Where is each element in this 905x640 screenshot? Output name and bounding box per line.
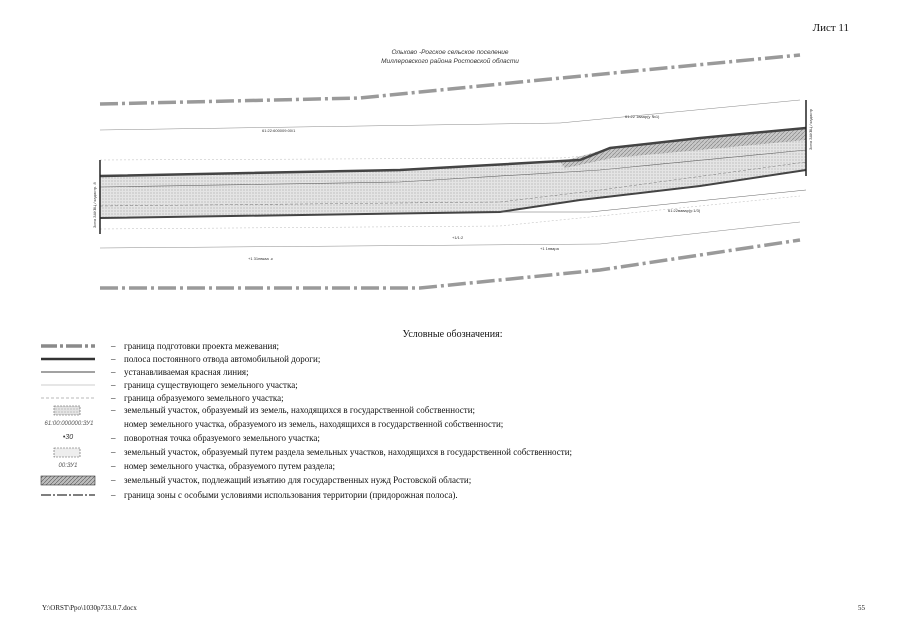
footer-file-path: Y:\ORST\Ppo\1030p733.0.7.docx [42,604,137,612]
project-boundary-top [100,55,800,104]
label-top-right: 61:22 1ваар(у №1) [625,114,660,119]
legend-text: земельный участок, подлежащий изъятию для государственных нужд Ростовской области; [124,475,472,485]
legend-dash: – [111,341,116,351]
label-bottom-left: +1 31нвкаа .к [248,256,273,261]
legend-row-turning-point [40,433,680,447]
label-bottom-right: +1 1нвара [540,246,559,251]
legend-row-boundary [40,341,680,355]
legend-text: граница зоны с особыми условиями использования территории (придорожная полоса). [124,490,458,500]
label-left-vertical: Зона ЗАКВЦ / кадастр. 8 [92,182,97,228]
state-parcel-number-sample: 61:00:000000:ЗУ1 [44,421,94,427]
red-line-icon [40,367,96,379]
boundary-dashed-icon [40,341,96,353]
legend-text: номер земельного участка, образуемого из земель, находящихся в государственной собственности; [124,419,504,429]
label-top-parcel: 61:22:600009:00/1 [262,128,296,133]
legend-row-road-strip [40,354,680,368]
plan-title-line2: Миллеровского района Ростовской области [381,58,519,65]
seized-hatch-icon [40,475,96,487]
label-right-mid: 61:22вавар(у:1/3) [668,208,701,213]
state-parcel-box-icon [40,405,96,417]
turning-point-sample: •30 [62,434,74,441]
zone-dashdot-icon [40,490,96,502]
legend-dash: – [111,380,116,390]
legend-row-split-parcel [40,447,680,461]
legend-dash: – [111,405,116,415]
legend-text: полоса постоянного отвода автомобильной дороги; [124,354,321,364]
legend-text: земельный участок, образуемый из земель, находящихся в государственной собственности; [124,405,476,415]
existing-parcel-line-bottom [100,222,800,248]
legend-dash: – [111,461,116,471]
label-right-vertical: Зона ЗАКВЦ / кадастр [808,108,813,150]
legend-dash: – [111,447,116,457]
legend-row-zone [40,490,680,504]
legend-dash: – [111,354,116,364]
legend-row-split-parcel-number [40,461,680,475]
legend-dash: – [111,393,116,403]
sheet-label: Лист 11 [812,22,849,34]
legend-text: номер земельного участка, образуемого путем раздела; [124,461,335,471]
split-parcel-number-sample: 00:ЗУ1 [58,463,78,469]
page-number: 55 [858,604,865,612]
legend-text: земельный участок, образуемый путем раздела земельных участков, находящихся в государственной собственности; [124,447,573,457]
legend-dash: – [111,367,116,377]
legend-text: граница подготовки проекта межевания; [124,341,280,351]
formed-parcel-icon [40,393,96,405]
legend-row-red-line [40,367,680,381]
legend-text: граница образуемого земельного участка; [124,393,284,403]
legend-text: поворотная точка образуемого земельного участка; [124,433,320,443]
road-strip-icon [40,354,96,366]
legend-text: устанавливаемая красная линия; [124,367,249,377]
legend-row-existing-parcel [40,380,680,394]
existing-parcel-line-top [100,100,800,130]
split-parcel-box-icon [40,447,96,459]
legend-row-seized [40,475,680,489]
legend-dash: – [111,475,116,485]
label-bottom-mid: +1/1:2 [452,235,464,240]
plan-title-line1: Ольхово -Рогское сельское поселение [391,49,509,56]
legend-dash: – [111,433,116,443]
legend-title: Условные обозначения: [402,329,503,340]
legend-row-state-parcel-number [40,419,680,433]
legend-text: граница существующего земельного участка; [124,380,298,390]
existing-parcel-icon [40,380,96,392]
legend-dash: – [111,490,116,500]
legend-row-state-parcel [40,405,680,419]
